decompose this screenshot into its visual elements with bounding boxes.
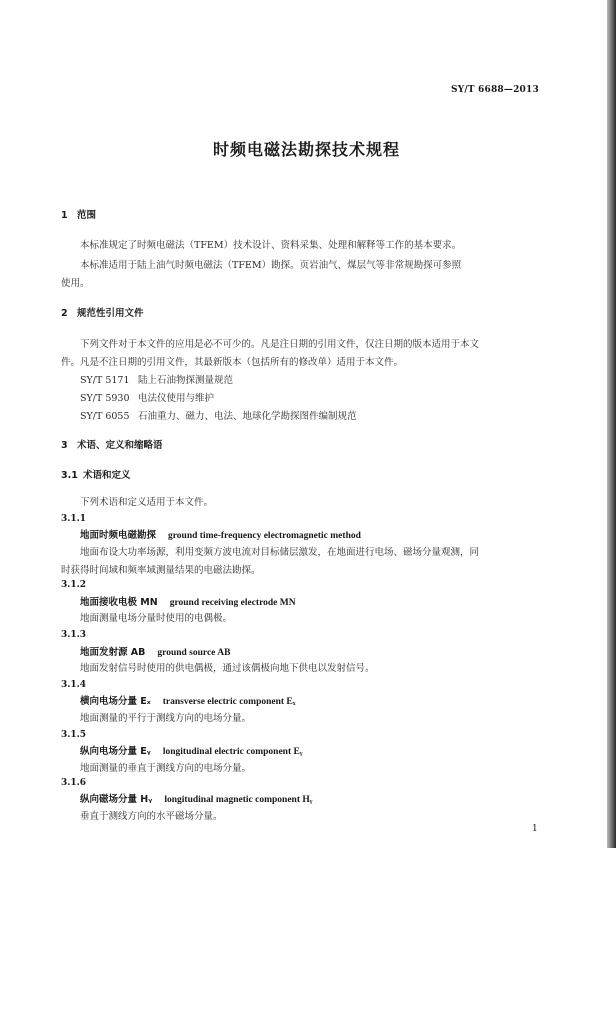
subsection-heading [61, 471, 131, 481]
section-1-para-2-line-2: 使用。 [61, 278, 90, 289]
term-definition-cont: 时获得时间域和频率域测量结果的电磁法勘探。 [61, 565, 261, 576]
section-1-para-1: 本标准规定了时频电磁法（TFEM）技术设计、资料采集、处理和解释等工作的基本要求。 [80, 240, 462, 251]
term-definition: 地面测量电场分量时使用的电偶极。 [80, 613, 233, 624]
term-name [80, 648, 230, 659]
term-cn: 纵向电场分量 Eᵧ [80, 746, 151, 757]
term-name [80, 531, 361, 542]
page-number: 1 [532, 824, 538, 834]
section-1-number: 1 [61, 210, 68, 221]
section-3-title: 术语、定义和缩略语 [77, 440, 163, 451]
section-2-heading [61, 309, 144, 319]
term-en: ground source AB [157, 648, 231, 658]
page-edge-shadow [607, 0, 616, 848]
blank-area [0, 848, 616, 1024]
term-name [80, 747, 303, 758]
term-definition: 垂直于测线方向的水平磁场分量。 [80, 811, 223, 822]
doc-number: SY/T 6688—2013 [451, 85, 539, 95]
term-number: 3.1.4 [61, 680, 87, 690]
section-2-number: 2 [61, 308, 68, 319]
section-1-para-2-line-1: 本标准适用于陆上油气时频电磁法（TFEM）勘探。页岩油气、煤层气等非常规勘探可参照 [80, 260, 462, 271]
section-3-number: 3 [61, 440, 68, 451]
reference-name: 石油重力、磁力、电法、地球化学勘探图件编制规范 [138, 411, 357, 422]
section-2-para-line-1: 下列文件对于本文件的应用是必不可少的。凡是注日期的引用文件，仅注日期的版本适用于本文 [80, 339, 480, 350]
term-cn: 地面接收电极 MN [80, 597, 158, 608]
reference-item [80, 412, 357, 422]
term-en: ground time-frequency electromagnetic method [168, 531, 361, 541]
reference-code: SY/T 5930 [80, 393, 130, 404]
term-en: transverse electric component Eₓ [162, 697, 296, 707]
term-cn: 地面发射源 AB [80, 647, 146, 658]
term-definition: 地面发射信号时使用的供电偶极，通过该偶极向地下供电以发射信号。 [80, 663, 375, 674]
reference-code: SY/T 6055 [80, 411, 130, 422]
term-cn: 纵向磁场分量 Hᵧ [80, 794, 153, 805]
reference-code: SY/T 5171 [80, 375, 130, 386]
term-definition: 地面测量的垂直于测线方向的电场分量。 [80, 763, 252, 774]
term-number: 3.1.5 [61, 730, 87, 740]
term-number: 3.1.1 [61, 514, 87, 524]
term-cn: 横向电场分量 Eₓ [80, 696, 151, 707]
term-definition: 地面布设大功率场源，利用变频方波电流对目标储层激发，在地面进行电场、磁场分量观测，同 [80, 547, 480, 558]
term-en: ground receiving electrode MN [169, 598, 296, 608]
subsection-number: 3.1 [61, 470, 78, 481]
section-1-heading [61, 211, 96, 221]
term-en: longitudinal magnetic component Hᵧ [164, 795, 313, 805]
section-3-heading [61, 441, 163, 451]
reference-item [80, 394, 214, 404]
term-name [80, 697, 296, 708]
subsection-title: 术语和定义 [83, 470, 131, 481]
term-en: longitudinal electric component Eᵧ [162, 747, 303, 757]
term-number: 3.1.3 [61, 630, 87, 640]
reference-name: 陆上石油物探测量规范 [138, 375, 234, 386]
term-definition: 地面测量的平行于测线方向的电场分量。 [80, 713, 252, 724]
term-name [80, 598, 296, 609]
reference-name: 电法仪使用与维护 [138, 393, 215, 404]
term-number: 3.1.6 [61, 778, 87, 788]
section-2-title: 规范性引用文件 [77, 308, 144, 319]
term-number: 3.1.2 [61, 580, 87, 590]
subsection-intro: 下列术语和定义适用于本文件。 [80, 497, 214, 508]
section-2-para-line-2: 件。凡是不注日期的引用文件，其最新版本（包括所有的修改单）适用于本文件。 [61, 357, 404, 368]
term-name [80, 795, 312, 806]
term-cn: 地面时频电磁勘探 [80, 530, 157, 541]
page-title: 时频电磁法勘探技术规程 [213, 140, 401, 159]
reference-item [80, 376, 233, 386]
section-1-title: 范围 [77, 210, 97, 221]
